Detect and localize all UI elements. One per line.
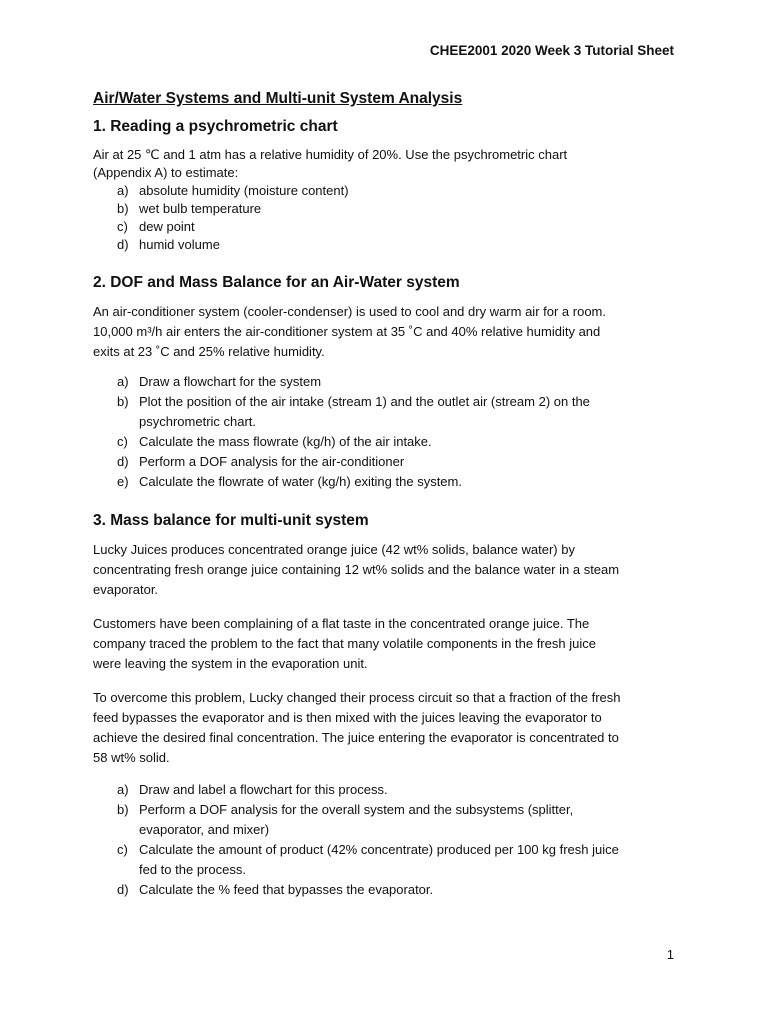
list-item: [117, 182, 683, 200]
section-2-heading: 2. DOF and Mass Balance for an Air-Water system: [93, 274, 460, 291]
section-3-para-2-line-2: company traced the problem to the fact that many volatile components in the fresh juice: [93, 636, 596, 651]
list-marker: d): [117, 454, 129, 469]
section-3-para-1-line-3: evaporator.: [93, 582, 159, 597]
page-header: CHEE2001 2020 Week 3 Tutorial Sheet: [429, 43, 674, 58]
list-item: [117, 432, 683, 452]
list-marker: d): [117, 882, 129, 897]
section-2-para-line-1: An air-conditioner system (cooler-condenser) is used to cool and dry warm air for a room.: [93, 304, 606, 319]
list-item-text: Calculate the flowrate of water (kg/h) exiting the system.: [139, 474, 462, 489]
section-3-para-1-line-1: Lucky Juices produces concentrated orange juice (42 wt% solids, balance water) by: [93, 542, 575, 557]
document-title: Air/Water Systems and Multi-unit System Analysis: [93, 90, 463, 107]
list-marker: a): [117, 183, 129, 198]
list-item: [117, 392, 683, 432]
list-item-text: Draw a flowchart for the system: [139, 374, 322, 389]
section-1-intro-line-1: Air at 25 ℃ and 1 atm has a relative humidity of 20%. Use the psychrometric chart: [93, 147, 568, 162]
list-item-text: humid volume: [139, 237, 220, 252]
section-3-heading: 3. Mass balance for multi-unit system: [93, 512, 369, 529]
document-body: [93, 90, 683, 900]
section-3-para-3-line-3: achieve the desired final concentration. The juice entering the evaporator is concentrated to: [93, 730, 619, 745]
list-item-text: dew point: [139, 219, 195, 234]
list-item: [117, 372, 683, 392]
list-marker: b): [117, 394, 129, 409]
section-1-list: [93, 182, 683, 254]
list-item-text: Perform a DOF analysis for the overall system and the subsystems (splitter,: [139, 802, 574, 817]
list-item-text: Calculate the % feed that bypasses the evaporator.: [139, 882, 434, 897]
list-item: [117, 840, 683, 880]
list-item-text: Calculate the amount of product (42% concentrate) produced per 100 kg fresh juice: [139, 842, 619, 857]
list-item-text: Plot the position of the air intake (stream 1) and the outlet air (stream 2) on the: [139, 394, 590, 409]
page-number: 1: [666, 947, 674, 962]
list-item-text-continued: evaporator, and mixer): [139, 822, 270, 837]
section-3-para-2-line-3: were leaving the system in the evaporation unit.: [93, 656, 368, 671]
section-2-para-line-2: 10,000 m³/h air enters the air-conditioner system at 35 ˚C and 40% relative humidity and: [93, 324, 601, 339]
list-item-text: Draw and label a flowchart for this process.: [139, 782, 388, 797]
list-marker: a): [117, 374, 129, 389]
section-2-list: [93, 372, 683, 492]
list-marker: b): [117, 201, 129, 216]
list-item-text: absolute humidity (moisture content): [139, 183, 349, 198]
list-marker: c): [117, 842, 128, 857]
section-3-list: [93, 780, 683, 900]
section-3-para-3-line-1: To overcome this problem, Lucky changed their process circuit so that a fraction of the fresh: [93, 690, 621, 705]
list-item-text: Perform a DOF analysis for the air-conditioner: [139, 454, 405, 469]
list-item-text-continued: fed to the process.: [139, 862, 246, 877]
list-item: [117, 452, 683, 472]
list-marker: c): [117, 434, 128, 449]
list-item: [117, 472, 683, 492]
list-item: [117, 236, 683, 254]
list-marker: c): [117, 219, 128, 234]
list-item-text-continued: psychrometric chart.: [139, 414, 257, 429]
list-item: [117, 800, 683, 840]
list-item: [117, 780, 683, 800]
section-2-para-line-3: exits at 23 ˚C and 25% relative humidity.: [93, 344, 325, 359]
section-3-para-3-line-4: 58 wt% solid.: [93, 750, 170, 765]
list-item-text: wet bulb temperature: [139, 201, 262, 216]
section-1-heading: 1. Reading a psychrometric chart: [93, 118, 338, 135]
list-item: [117, 880, 683, 900]
section-3-para-3-line-2: feed bypasses the evaporator and is then mixed with the juices leaving the evaporator to: [93, 710, 602, 725]
list-item: [117, 200, 683, 218]
list-marker: d): [117, 237, 129, 252]
section-1-intro-line-2: (Appendix A) to estimate:: [93, 165, 239, 180]
list-item-text: Calculate the mass flowrate (kg/h) of the air intake.: [139, 434, 432, 449]
list-marker: e): [117, 474, 129, 489]
section-3-para-1-line-2: concentrating fresh orange juice containing 12 wt% solids and the balance water in a steam: [93, 562, 620, 577]
list-marker: b): [117, 802, 129, 817]
section-3-para-2-line-1: Customers have been complaining of a flat taste in the concentrated orange juice. The: [93, 616, 590, 631]
list-item: [117, 218, 683, 236]
list-marker: a): [117, 782, 129, 797]
